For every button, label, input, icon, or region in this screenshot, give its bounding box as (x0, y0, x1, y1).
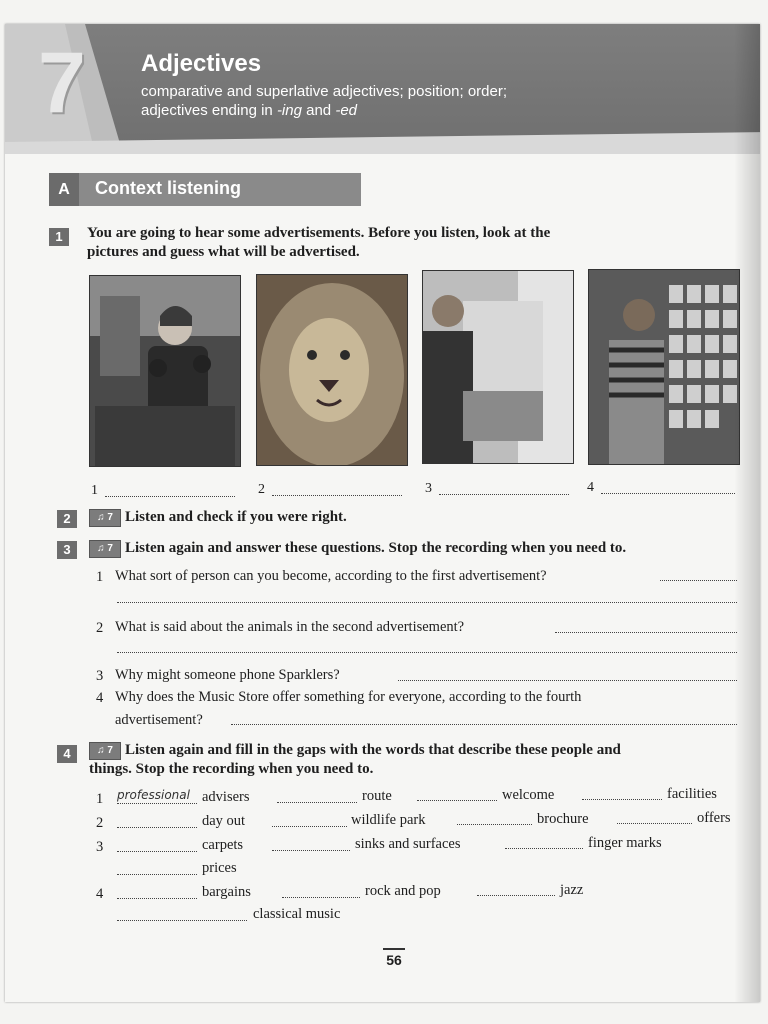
answer-line-picture-3[interactable] (439, 494, 569, 495)
exercise-4-number: 4 (57, 745, 77, 763)
ex4-line-1: Listen again and fill in the gaps with the words that describe these people and (125, 742, 621, 758)
gap-4b[interactable] (282, 897, 360, 898)
gap-2c[interactable] (457, 824, 532, 825)
row-1-word-2: route (362, 788, 392, 804)
gap-1d[interactable] (582, 799, 662, 800)
audio-track-number: 7 (107, 745, 113, 756)
row-1-word-1: advisers (202, 789, 250, 805)
photo-cleaning (422, 270, 574, 464)
ex1-line-2: pictures and guess what will be advertised. (87, 244, 360, 260)
page-number: 56 (383, 948, 405, 968)
exercise-1-instructions (87, 224, 707, 262)
row-1-word-4: facilities (667, 786, 717, 802)
exercise-4-instructions (89, 741, 729, 779)
ex3-text: Listen again and answer these questions. Stop the recording when you need to. (125, 540, 627, 556)
gap-2a[interactable] (117, 827, 197, 828)
row-3-number: 3 (96, 839, 104, 855)
audio-track-number: 7 (107, 512, 113, 523)
row-1-word-3: welcome (502, 787, 555, 803)
answer-line-picture-1[interactable] (105, 496, 235, 497)
chapter-title: Adjectives (141, 50, 262, 77)
row-2-word-3: brochure (537, 811, 589, 827)
row-4-word-1: bargains (202, 884, 251, 900)
subtitle-ed: -ed (335, 102, 358, 119)
row-1-number: 1 (96, 791, 104, 807)
gap-3a[interactable] (117, 851, 197, 852)
row-3-word-4: prices (202, 860, 237, 876)
row-4-word-3: jazz (560, 882, 584, 898)
picture-label-2: 2 (258, 482, 265, 497)
ex4-line-2: things. Stop the recording when you need to. (89, 761, 374, 777)
exercise-2-instructions (89, 508, 347, 527)
row-2-word-2: wildlife park (351, 812, 426, 828)
photo-music-store (588, 269, 740, 465)
row-2-word-1: day out (202, 813, 246, 829)
question-3-text: Why might someone phone Sparklers? (115, 667, 340, 683)
chapter-number: 7 (38, 35, 84, 131)
photo-gym-woman (89, 275, 241, 467)
gap-3c[interactable] (505, 848, 583, 849)
workbook-page (5, 24, 760, 1002)
row-4-number: 4 (96, 886, 104, 902)
gap-1c[interactable] (417, 800, 497, 801)
audio-track-icon[interactable]: ♫ 7 (89, 509, 121, 527)
photo-lion (256, 274, 408, 466)
gap-4d[interactable] (117, 920, 247, 921)
answer-line-q3[interactable] (398, 680, 737, 681)
answer-line-q1b[interactable] (117, 602, 737, 603)
picture-label-3: 3 (425, 481, 432, 496)
question-4-text-cont: advertisement? (115, 712, 203, 728)
audio-track-icon[interactable]: ♫ 7 (89, 540, 121, 558)
exercise-2-number: 2 (57, 510, 77, 528)
answer-line-q1a[interactable] (660, 580, 737, 581)
answer-line-q2b[interactable] (117, 652, 737, 653)
gap-1a[interactable] (117, 803, 197, 804)
picture-label-1: 1 (91, 483, 98, 498)
question-4-number: 4 (96, 690, 104, 706)
ex2-text: Listen and check if you were right. (125, 509, 347, 525)
section-header (49, 173, 361, 206)
question-2-text: What is said about the animals in the second advertisement? (115, 619, 465, 635)
answer-line-picture-4[interactable] (601, 493, 735, 494)
picture-label-4: 4 (587, 480, 594, 495)
section-title: Context listening (95, 178, 242, 198)
question-1-text: What sort of person can you become, according to the first advertisement? (115, 568, 547, 584)
row-4-word-4: classical music (253, 906, 341, 922)
row-2-word-4: offers (697, 810, 731, 826)
question-1-number: 1 (96, 569, 104, 585)
row-4-word-2: rock and pop (365, 883, 441, 899)
answer-line-q2a[interactable] (555, 632, 737, 633)
gap-4c[interactable] (477, 895, 555, 896)
exercise-3-instructions (89, 539, 626, 558)
subtitle-and: and (301, 102, 336, 119)
audio-track-number: 7 (107, 543, 113, 554)
audio-track-icon[interactable]: ♫ 7 (89, 742, 121, 760)
question-3-number: 3 (96, 668, 104, 684)
row-2-number: 2 (96, 815, 104, 831)
gap-3d[interactable] (117, 874, 197, 875)
ex1-line-1: You are going to hear some advertisements. Before you listen, look at the (87, 225, 551, 241)
exercise-3-number: 3 (57, 541, 77, 559)
page-shadow (734, 24, 760, 1002)
row-3-word-1: carpets (202, 837, 244, 853)
subtitle-line-2: adjectives ending in (141, 102, 277, 119)
question-4-text: Why does the Music Store offer something for everyone, according to the fourth (115, 689, 582, 705)
row-3-word-2: sinks and surfaces (355, 836, 461, 852)
gap-1b[interactable] (277, 802, 357, 803)
handwritten-answer: professional (117, 788, 190, 802)
gap-2b[interactable] (272, 826, 347, 827)
gap-4a[interactable] (117, 898, 197, 899)
chapter-subtitle (141, 82, 661, 120)
subtitle-ing: -ing (276, 102, 302, 119)
answer-line-q4[interactable] (231, 724, 737, 725)
section-letter: A (49, 173, 79, 206)
subtitle-line-1: comparative and superlative adjectives; position; order; (141, 83, 508, 100)
gap-3b[interactable] (272, 850, 350, 851)
answer-line-picture-2[interactable] (272, 495, 402, 496)
row-3-word-3: finger marks (588, 835, 662, 851)
exercise-1-number: 1 (49, 228, 69, 246)
gap-2d[interactable] (617, 823, 692, 824)
question-2-number: 2 (96, 620, 104, 636)
